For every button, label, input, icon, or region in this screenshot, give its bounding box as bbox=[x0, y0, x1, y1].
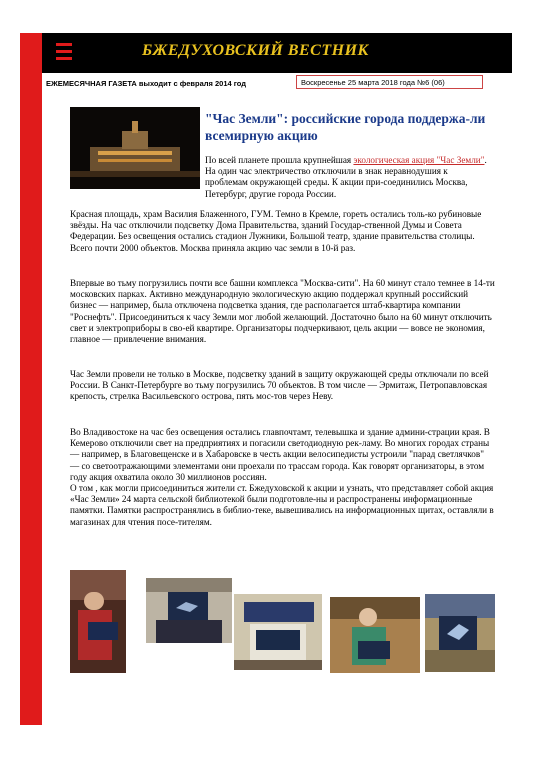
paragraph-moscow-city: Впервые во тьму погрузились почти все башни комплекса "Москва-сити". На 60 минут стало темнее в 14-ти московских парках. Активно международную экологическую акцию поддержал крупный российский бизнес — например, была отключена подсветка здания, где располагается штаб-квартира компании "Роснефть". Присоединиться к часу Земли мог любой желающий. Достаточно было на 60 минут отключить свет и электроприборы в сво-ей квартире. Организаторы подчеркивают, цель акции — вовсе не экономия, главное — привлечение внимания. bbox=[70, 278, 495, 345]
library-photo-4 bbox=[330, 597, 420, 673]
kremlin-night-photo bbox=[70, 107, 200, 189]
article-headline: "Час Земли": российские города поддержа-ли всемирную акцию bbox=[205, 111, 486, 143]
intro-text: По всей планете прошла крупнейшая bbox=[205, 155, 354, 165]
paragraph-regions: Час Земли провели не только в Москве, подсветку зданий в защиту окружающей среды отключали по всей России. В Санкт-Петербурге во тьму погрузились 70 объектов. В том числе — Эрмитаж, Петропавловская крепость, стрелка Васильевского острова, пять мос-тов через Неву. bbox=[70, 369, 489, 402]
left-red-stripe bbox=[20, 33, 42, 725]
hamburger-icon[interactable] bbox=[56, 43, 72, 61]
library-photo-5 bbox=[425, 594, 495, 672]
paragraph-vladivostok bbox=[70, 427, 495, 528]
masthead bbox=[42, 33, 512, 73]
newspaper-subline: ЕЖЕМЕСЯЧНАЯ ГАЗЕТА выходит с февраля 2014 год bbox=[46, 79, 247, 88]
newspaper-title: БЖЕДУХОВСКИЙ ВЕСТНИК bbox=[142, 42, 369, 59]
library-photo-1 bbox=[70, 570, 126, 673]
library-text: О том , как могли присоединиться жители ст. Бжедуховской к акции и узнать, что представляет собой акция «Час Земли» 24 марта сельской библиотекой были подготовле-ны и распространены информационные памятки. Памятки распространялись в библио-теке, вывешивались на информационных щитах, оставляли в магазинах для чтения посе-тителям. bbox=[70, 483, 494, 527]
article-intro bbox=[205, 155, 491, 200]
library-photo-2 bbox=[146, 578, 232, 643]
intro-text-continued: . На один час электричество отключили в знак неравнодушия к проблемам окружающей среды. К акции при-соединились Москва, Петербург, другие города России. bbox=[205, 155, 487, 199]
eco-action-link[interactable]: экологическая акция "Час Земли" bbox=[353, 155, 485, 165]
vladivostok-text: Во Владивостоке на час без освещения остались главпочтамт, телевышка и здание админи-страции края. В Кемерово отключили свет на предприятиях и погасили светодиодную рек-ламу. Во многих городах страны — например, в Благовещенске и в Хабаровске в честь акции велосипедисты устроили "парад светлячков" — со светоотражающими элементами они проехали по трассам города. Как говорят организаторы, в этом году акция охватила около 30 миллионов россиян. bbox=[70, 427, 490, 482]
library-photo-3 bbox=[234, 594, 322, 670]
paragraph-moscow: Красная площадь, храм Василия Блаженного, ГУМ. Темно в Кремле, гореть остались толь-ко рубиновые звёзды. На час отключили подсветку Дома Правительства, зданий Государ-ственной Думы и Совета Федерации. Без освещения остались стадион Лужники, Большой театр, здание правительства столицы. Всего почти 2000 объектов. Москва приняла акцию час земли в 10-й раз. bbox=[70, 209, 482, 253]
issue-date-box: Воскресенье 25 марта 2018 года №6 (06) bbox=[296, 75, 483, 89]
